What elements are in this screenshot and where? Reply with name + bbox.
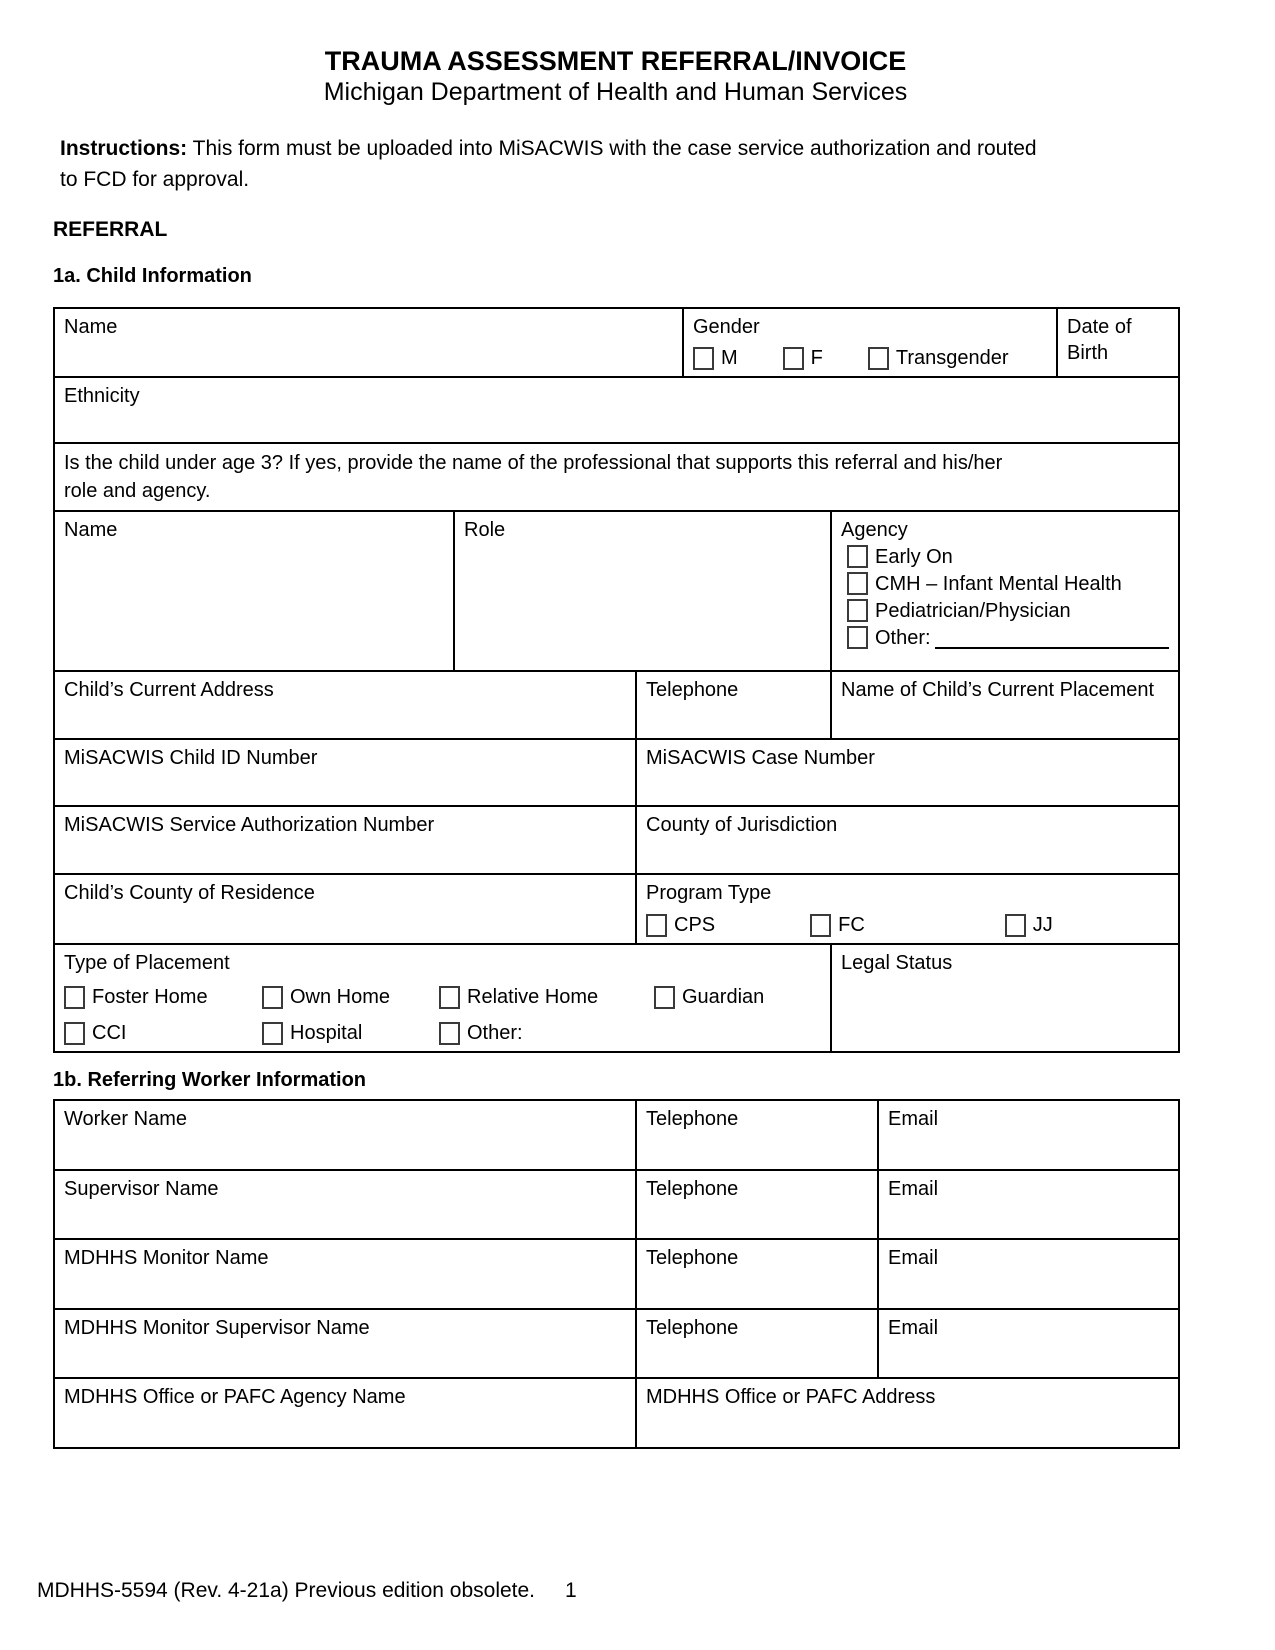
program-type-cell[interactable] <box>636 874 1179 944</box>
gender-options <box>693 345 1047 371</box>
professional-name-label: Name <box>64 519 118 541</box>
placement-cci-label: CCI <box>92 1022 127 1044</box>
monitor-name-label: MDHHS Monitor Name <box>64 1247 269 1269</box>
instructions-paragraph <box>60 133 1178 195</box>
agency-pediatrician-label: Pediatrician/Physician <box>875 599 1071 622</box>
worker-email-label: Email <box>888 1108 939 1130</box>
under-age-3-cell[interactable] <box>54 443 1179 511</box>
instructions-text-line2: to FCD for approval. <box>60 168 250 191</box>
table-row <box>54 1170 1179 1239</box>
placement-relative-home-checkbox[interactable] <box>439 986 460 1009</box>
under-age-3-text-line2: role and agency. <box>64 480 211 502</box>
placement-option-other <box>439 1020 654 1046</box>
agency-label: Agency <box>841 519 908 541</box>
program-cps-label: CPS <box>674 914 716 936</box>
child-address-label: Child’s Current Address <box>64 679 274 701</box>
gender-option-transgender <box>868 345 1009 371</box>
monitor-supervisor-email-cell[interactable] <box>878 1309 1179 1378</box>
placement-type-label: Type of Placement <box>64 952 230 974</box>
monitor-telephone-cell[interactable] <box>636 1239 878 1309</box>
office-name-cell[interactable] <box>54 1378 636 1448</box>
program-type-label: Program Type <box>646 882 772 904</box>
monitor-name-cell[interactable] <box>54 1239 636 1309</box>
placement-other-checkbox[interactable] <box>439 1022 460 1045</box>
agency-cell[interactable] <box>831 511 1179 671</box>
gender-option-m <box>693 345 738 371</box>
professional-name-cell[interactable] <box>54 511 454 671</box>
program-fc-label: FC <box>838 914 865 936</box>
placement-type-options <box>64 984 821 1046</box>
gender-cell[interactable] <box>683 308 1057 377</box>
agency-other-checkbox[interactable] <box>847 626 868 649</box>
placement-option-relative-home <box>439 984 654 1010</box>
program-cps-checkbox[interactable] <box>646 914 667 937</box>
supervisor-name-cell[interactable] <box>54 1170 636 1239</box>
dob-cell[interactable] <box>1057 308 1179 377</box>
placement-guardian-label: Guardian <box>682 986 765 1008</box>
program-fc-checkbox[interactable] <box>810 914 831 937</box>
professional-role-cell[interactable] <box>454 511 831 671</box>
agency-pediatrician-checkbox[interactable] <box>847 599 868 622</box>
supervisor-telephone-cell[interactable] <box>636 1170 878 1239</box>
placement-option-own-home <box>262 984 439 1010</box>
ethnicity-label: Ethnicity <box>64 385 140 407</box>
program-option-fc <box>810 912 865 938</box>
monitor-email-label: Email <box>888 1247 939 1269</box>
program-jj-label: JJ <box>1032 914 1053 936</box>
dob-label: Date of Birth <box>1067 316 1132 364</box>
monitor-email-cell[interactable] <box>878 1239 1179 1309</box>
agency-other-writein-line[interactable] <box>935 631 1169 649</box>
worker-telephone-cell[interactable] <box>636 1100 878 1170</box>
worker-email-cell[interactable] <box>878 1100 1179 1170</box>
placement-cci-checkbox[interactable] <box>64 1022 85 1045</box>
worker-information-table <box>53 1099 1180 1449</box>
gender-transgender-checkbox[interactable] <box>868 347 889 370</box>
ethnicity-cell[interactable] <box>54 377 1179 443</box>
current-placement-label: Name of Child’s Current Placement <box>841 679 1155 701</box>
gender-m-label: M <box>721 347 738 369</box>
monitor-supervisor-telephone-label: Telephone <box>646 1317 739 1339</box>
page-footer <box>37 1578 577 1603</box>
placement-option-foster-home <box>64 984 262 1010</box>
placement-hospital-checkbox[interactable] <box>262 1022 283 1045</box>
supervisor-name-label: Supervisor Name <box>64 1178 219 1200</box>
child-name-cell[interactable] <box>54 308 683 377</box>
placement-relative-home-label: Relative Home <box>467 986 599 1008</box>
child-id-label: MiSACWIS Child ID Number <box>64 747 318 769</box>
agency-option-early-on <box>847 543 1169 570</box>
page-number: 1 <box>565 1579 577 1602</box>
worker-telephone-label: Telephone <box>646 1108 739 1130</box>
child-name-label: Name <box>64 316 118 338</box>
supervisor-telephone-label: Telephone <box>646 1178 739 1200</box>
gender-transgender-label: Transgender <box>895 347 1009 369</box>
gender-m-checkbox[interactable] <box>693 347 714 370</box>
gender-option-f <box>783 345 823 371</box>
agency-option-cmh <box>847 570 1169 597</box>
agency-early-on-checkbox[interactable] <box>847 545 868 568</box>
placement-own-home-checkbox[interactable] <box>262 986 283 1009</box>
monitor-supervisor-telephone-cell[interactable] <box>636 1309 878 1378</box>
agency-cmh-checkbox[interactable] <box>847 572 868 595</box>
current-placement-cell[interactable] <box>831 671 1179 739</box>
case-number-cell[interactable] <box>636 739 1179 806</box>
table-row <box>54 1309 1179 1378</box>
monitor-supervisor-email-label: Email <box>888 1317 939 1339</box>
county-residence-label: Child’s County of Residence <box>64 882 315 904</box>
monitor-supervisor-name-label: MDHHS Monitor Supervisor Name <box>64 1317 370 1339</box>
supervisor-email-label: Email <box>888 1178 939 1200</box>
form-subtitle: Michigan Department of Health and Human Services <box>323 78 908 106</box>
placement-foster-home-checkbox[interactable] <box>64 986 85 1009</box>
program-option-cps <box>646 912 715 938</box>
placement-guardian-checkbox[interactable] <box>654 986 675 1009</box>
placement-hospital-label: Hospital <box>290 1022 363 1044</box>
agency-other-label: Other: <box>875 626 931 649</box>
instructions-text-line1: This form must be uploaded into MiSACWIS with the case service authorization and routed <box>192 137 1037 160</box>
placement-type-cell[interactable] <box>54 944 831 1052</box>
child-id-cell[interactable] <box>54 739 636 806</box>
instructions-label: Instructions: <box>60 137 188 160</box>
office-address-label: MDHHS Office or PAFC Address <box>646 1386 936 1408</box>
form-number: MDHHS-5594 (Rev. 4-21a) Previous edition obsolete. <box>37 1579 536 1602</box>
form-title: TRAUMA ASSESSMENT REFERRAL/INVOICE <box>324 46 907 76</box>
child-information-heading: 1a. Child Information <box>53 265 252 287</box>
table-row <box>54 1378 1179 1448</box>
program-type-options <box>646 912 1169 938</box>
worker-information-heading: 1b. Referring Worker Information <box>53 1069 367 1091</box>
agency-cmh-label: CMH – Infant Mental Health <box>875 572 1122 595</box>
professional-role-label: Role <box>464 519 506 541</box>
child-telephone-cell[interactable] <box>636 671 831 739</box>
child-telephone-label: Telephone <box>646 679 739 701</box>
office-name-label: MDHHS Office or PAFC Agency Name <box>64 1386 406 1408</box>
county-residence-cell[interactable] <box>54 874 636 944</box>
monitor-supervisor-name-cell[interactable] <box>54 1309 636 1378</box>
service-auth-label: MiSACWIS Service Authorization Number <box>64 814 435 836</box>
agency-early-on-label: Early On <box>875 545 953 568</box>
placement-other-label: Other: <box>467 1022 523 1044</box>
placement-foster-home-label: Foster Home <box>92 986 208 1008</box>
legal-status-label: Legal Status <box>841 952 953 974</box>
table-row <box>54 1100 1179 1170</box>
legal-status-cell[interactable] <box>831 944 1179 1052</box>
program-jj-checkbox[interactable] <box>1005 914 1026 937</box>
agency-option-pediatrician <box>847 597 1169 624</box>
agency-option-other <box>847 624 1169 651</box>
referral-section-heading: REFERRAL <box>53 218 168 241</box>
service-auth-cell[interactable] <box>54 806 636 874</box>
monitor-telephone-label: Telephone <box>646 1247 739 1269</box>
placement-option-cci <box>64 1020 262 1046</box>
placement-option-hospital <box>262 1020 439 1046</box>
worker-name-label: Worker Name <box>64 1108 187 1130</box>
under-age-3-text-line1: Is the child under age 3? If yes, provide the name of the professional that supports this referral and his/her <box>64 452 1003 474</box>
gender-f-checkbox[interactable] <box>783 347 804 370</box>
placement-own-home-label: Own Home <box>290 986 391 1008</box>
office-address-cell[interactable] <box>636 1378 1179 1448</box>
case-number-label: MiSACWIS Case Number <box>646 747 875 769</box>
gender-f-label: F <box>810 347 823 369</box>
placement-option-guardian <box>654 984 821 1010</box>
supervisor-email-cell[interactable] <box>878 1170 1179 1239</box>
child-information-table <box>53 307 1180 1053</box>
gender-label: Gender <box>693 316 760 338</box>
county-jurisdiction-cell[interactable] <box>636 806 1179 874</box>
county-jurisdiction-label: County of Jurisdiction <box>646 814 838 836</box>
table-row <box>54 1239 1179 1309</box>
child-address-cell[interactable] <box>54 671 636 739</box>
worker-name-cell[interactable] <box>54 1100 636 1170</box>
program-option-jj <box>1005 912 1053 938</box>
